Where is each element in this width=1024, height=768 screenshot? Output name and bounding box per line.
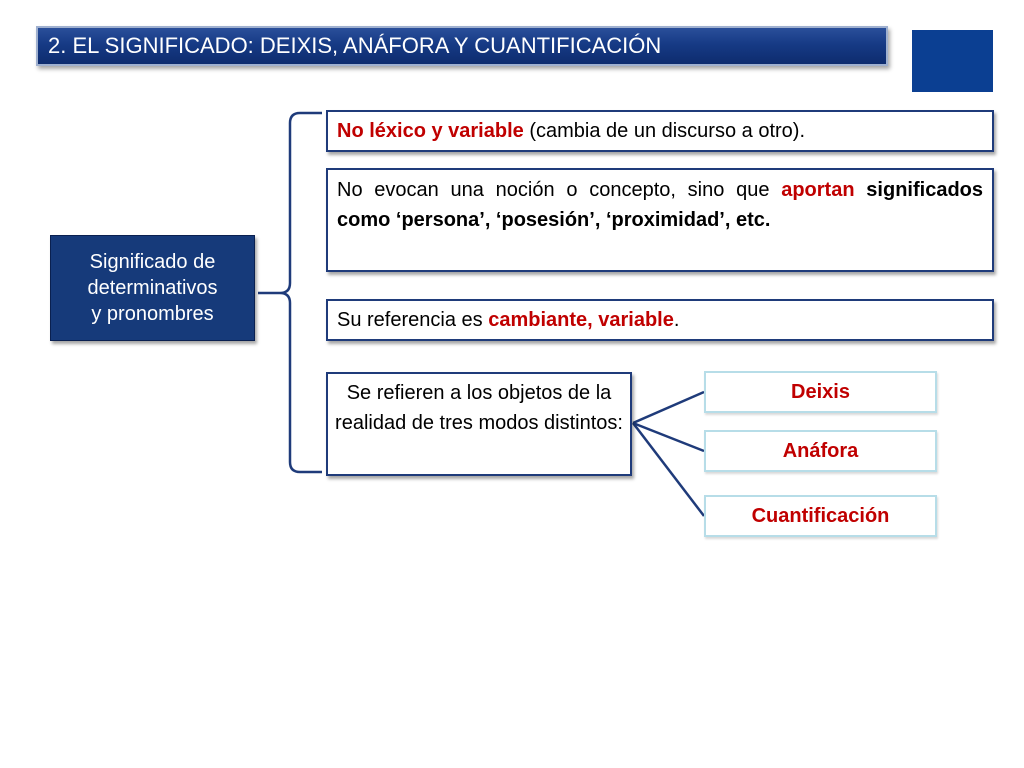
feature-text: No evocan una noción o concepto, sino que [337, 179, 782, 201]
feature-bold-text: significados como ‘persona’, ‘posesión’, ‘proximidad’, etc. [337, 179, 983, 231]
slide-title: 2. EL SIGNIFICADO: DEIXIS, ANÁFORA Y CUANTIFICACIÓN [36, 26, 888, 66]
mode-deixis: Deixis [704, 371, 937, 413]
feature-highlight: aportan [781, 179, 855, 201]
feature-text: (cambia de un discurso a otro). [523, 120, 806, 142]
feature-text: Su referencia es [337, 309, 489, 331]
main-concept-box [50, 235, 255, 341]
mode-anafora: Anáfora [704, 430, 937, 472]
feature-highlight: cambiante, variable [488, 309, 674, 331]
feature-box-reference [326, 299, 994, 341]
concept-line-1: Significado de [89, 251, 216, 273]
feature-highlight: No léxico y variable [337, 120, 524, 142]
feature-box-meanings [326, 168, 994, 272]
feature-text: Se refieren a los objetos de la realidad de tres modos distintos: [335, 382, 623, 434]
concept-line-3: y pronombres [91, 303, 214, 325]
feature-box-modes [326, 372, 632, 476]
mode-cuantificacion: Cuantificación [704, 495, 937, 537]
feature-box-non-lexical [326, 110, 994, 152]
connector-deixis [633, 392, 704, 423]
feature-end: . [673, 309, 680, 331]
curly-bracket [258, 113, 322, 472]
concept-line-2: determinativos [87, 277, 218, 299]
